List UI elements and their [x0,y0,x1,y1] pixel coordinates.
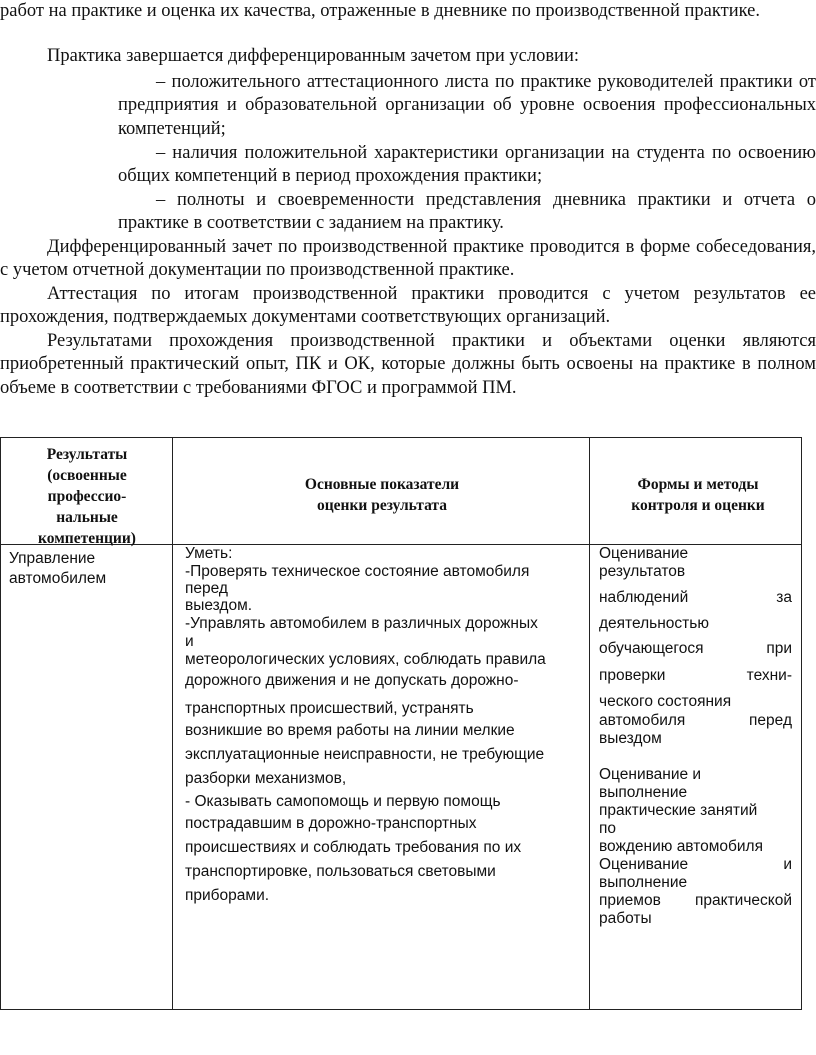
paragraph-results: Результатами прохождения производственной практики и объектами оценки являются приобретенный практический опыт, ПК и ОК, которые должны быть освоены на практике в полном объеме в соответствии с требованиями ФГОС и программой ПМ. [0,331,816,398]
indicator-line: Уметь: [185,545,233,562]
header-line: нальные [56,509,118,526]
indicator-line: -Проверять техническое состояние автомобиля [185,563,530,580]
indicator-line: возникшие во время работы на линии мелкие [185,722,515,739]
indicator-line: дорожного движения и не допускать дорожно- [185,672,519,689]
header-line: оценки результата [316,497,447,514]
indicator-line: пострадавшим в дорожно-транспортных [185,815,477,832]
method-line: Оценивание и [599,856,792,873]
method-line: приемов практической [599,892,792,909]
indicator-line: - Оказывать самопомощь и первую помощь [185,793,501,810]
paragraph-continuation: работ на практике и оценка их качества, отраженные в дневнике по производственной практике. [0,1,760,21]
method-line: вождению автомобиля [599,838,763,855]
cell-competence: Управление автомобилем [9,550,107,587]
method-line: по [599,820,617,837]
method-line: выполнение [599,874,688,891]
method-line: работы [599,910,652,927]
method-line: Оценивание [599,545,689,562]
indicator-line: транспортных происшествий, устранять [185,700,474,717]
method-line: обучающегося при [599,640,792,657]
paragraph-differentiated-credit: Дифференцированный зачет по производственной практике проводится в форме собеседования, с учетом отчетной документации по производственной практике. [0,237,816,281]
header-line: Основные показатели [304,476,460,493]
indicator-line: метеорологических условиях, соблюдать правила [185,651,546,668]
column-divider [589,438,590,1009]
paragraph-attestation: Аттестация по итогам производственной практики проводится с учетом результатов ее прохождения, подтверждаемых документами соответствующих организаций. [0,284,816,328]
method-line: ческого состояния [599,693,732,710]
header-line: Результаты [46,446,128,463]
method-line: практические занятий [599,802,758,819]
indicator-line: выездом. [185,597,253,614]
method-line: деятельностью [599,615,709,632]
indicator-line: -Управлять автомобилем в различных дорожных [185,615,538,632]
method-line: Оценивание и [599,766,702,783]
header-line: Формы и методы [637,476,759,493]
header-indicators [177,474,587,516]
method-line: проверки техни- [599,667,792,684]
method-line: выездом [599,730,662,747]
indicator-line: происшествиях и соблюдать требования по их [185,839,522,856]
method-line: результатов [599,563,686,580]
method-line: наблюдений за [599,589,792,606]
header-line: контроля и оценки [631,497,765,514]
indicator-line: и [185,633,194,650]
method-line: автомобиля перед [599,712,792,729]
assessment-table [0,437,802,1010]
header-line: (освоенные [47,467,127,484]
header-line: компетенции) [38,530,136,547]
bullet-diary-report: – полноты и своевременности представления дневника практики и отчета о практике в соответствии с заданием на практику. [118,190,816,234]
paragraph-credit-conditions: Практика завершается дифференцированным зачетом при условии: [47,46,580,66]
indicator-line: эксплуатационные неисправности, не требующие [185,746,545,763]
method-line: выполнение [599,784,688,801]
header-results [3,444,171,549]
indicator-line: разборки механизмов, [185,770,347,787]
indicator-line: транспортировке, пользоваться световыми [185,863,496,880]
column-divider [172,438,173,1009]
header-forms-methods [593,474,803,516]
bullet-characteristic: – наличия положительной характеристики организации на студента по освоению общих компетенций в период прохождения практики; [118,143,816,187]
header-line: профессио- [47,488,127,505]
bullet-attestation-sheet: – положительного аттестационного листа по практике руководителей практики от предприятия и образовательной организации об уровне освоения профессиональных компетенций; [118,72,816,139]
indicator-line: приборами. [185,887,270,904]
indicator-line: перед [185,580,228,597]
